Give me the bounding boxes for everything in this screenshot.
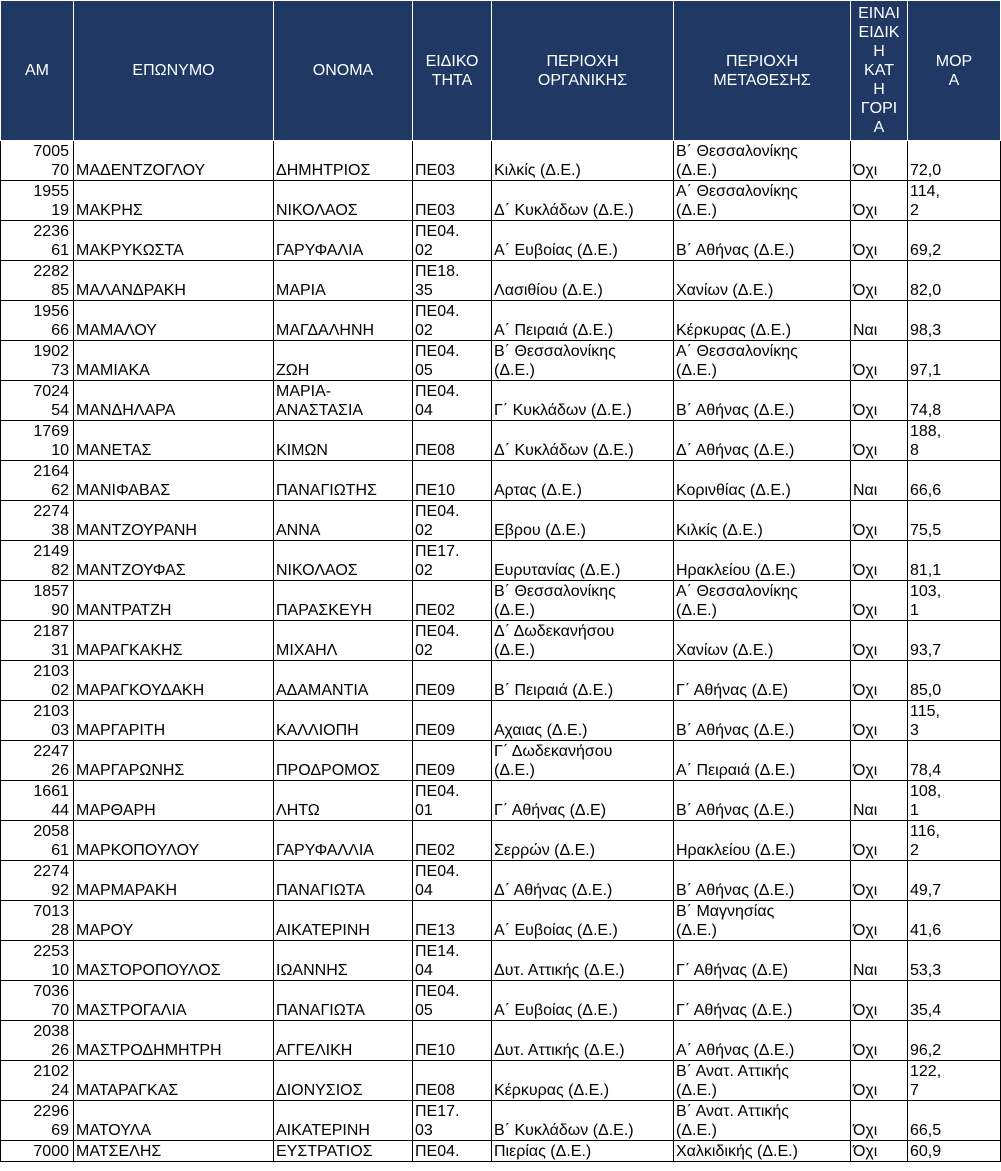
am-cell: 1857 90 [1,581,74,621]
surname-cell: ΜΑΝΤΖΟΥΦΑΣ [74,541,274,581]
name-cell: ΜΙΧΑΗΛ [274,621,413,661]
points-cell: 69,2 [908,221,1001,261]
table-row [1,581,1001,621]
table-row [1,981,1001,1021]
specialty-cell: ΠΕ10 [413,1021,492,1061]
header-am: ΑΜ [1,1,74,141]
special-category-cell: Όχι [851,341,908,381]
specialty-cell: ΠΕ04. 04 [413,381,492,421]
special-category-cell: Όχι [851,701,908,741]
transfer-area-cell: Α΄ Θεσσαλονίκης (Δ.Ε.) [674,341,851,381]
am-cell: 2274 92 [1,861,74,901]
name-cell: ΑΓΓΕΛΙΚΗ [274,1021,413,1061]
special-category-cell: Όχι [851,621,908,661]
transfer-area-cell: Α΄ Θεσσαλονίκης (Δ.Ε.) [674,181,851,221]
special-category-cell: Όχι [851,1101,908,1141]
name-cell: ΑΙΚΑΤΕΡΙΝΗ [274,901,413,941]
special-category-cell: Ναι [851,461,908,501]
name-cell: ΝΙΚΟΛΑΟΣ [274,181,413,221]
name-cell: ΠΡΟΔΡΟΜΟΣ [274,741,413,781]
header-name: ΟΝΟΜΑ [274,1,413,141]
surname-cell: ΜΑΜΑΛΟΥ [74,301,274,341]
table-row [1,861,1001,901]
specialty-cell: ΠΕ10 [413,461,492,501]
special-category-cell: Όχι [851,901,908,941]
transfer-area-cell: Α΄ Πειραιά (Δ.Ε.) [674,741,851,781]
surname-cell: ΜΑΝΙΦΑΒΑΣ [74,461,274,501]
am-cell: 7013 28 [1,901,74,941]
am-cell: 7000 [1,1141,74,1162]
table-row [1,301,1001,341]
transfer-area-cell: Ηρακλείου (Δ.Ε.) [674,821,851,861]
header-special-category: ΕΙΝΑΙ ΕΙΔΙΚ Η ΚΑΤ Η ΓΟΡΙ Α [851,1,908,141]
surname-cell: ΜΑΡΑΓΚΟΥΔΑΚΗ [74,661,274,701]
specialty-cell: ΠΕ03 [413,181,492,221]
am-cell: 2103 02 [1,661,74,701]
special-category-cell: Όχι [851,1021,908,1061]
organic-area-cell: Αρτας (Δ.Ε.) [492,461,674,501]
points-cell: 82,0 [908,261,1001,301]
organic-area-cell: Δυτ. Αττικής (Δ.Ε.) [492,1021,674,1061]
surname-cell: ΜΑΡΓΑΡΩΝΗΣ [74,741,274,781]
special-category-cell: Ναι [851,781,908,821]
organic-area-cell: Γ΄ Δωδεκανήσου (Δ.Ε.) [492,741,674,781]
header-transfer-area: ΠΕΡΙΟΧΗ ΜΕΤΑΘΕΣΗΣ [674,1,851,141]
specialty-cell: ΠΕ04. 04 [413,861,492,901]
table-row [1,1141,1001,1162]
specialty-cell: ΠΕ04. 05 [413,341,492,381]
transfer-area-cell: Β΄ Ανατ. Αττικής (Δ.Ε.) [674,1101,851,1141]
points-cell: 103, 1 [908,581,1001,621]
special-category-cell: Όχι [851,661,908,701]
am-cell: 1956 66 [1,301,74,341]
table-row [1,901,1001,941]
name-cell: ΠΑΝΑΓΙΩΤΑ [274,981,413,1021]
surname-cell: ΜΑΚΡΗΣ [74,181,274,221]
specialty-cell: ΠΕ04. 02 [413,301,492,341]
surname-cell: ΜΑΤΑΡΑΓΚΑΣ [74,1061,274,1101]
table-row [1,261,1001,301]
specialty-cell: ΠΕ17. 03 [413,1101,492,1141]
special-category-cell: Όχι [851,1061,908,1101]
special-category-cell: Όχι [851,501,908,541]
transfer-area-cell: Α΄ Αθήνας (Δ.Ε.) [674,1021,851,1061]
am-cell: 1955 19 [1,181,74,221]
name-cell: ΓΑΡΥΦΑΛΙΑ [274,221,413,261]
name-cell: ΚΑΛΛΙΟΠΗ [274,701,413,741]
table-row [1,781,1001,821]
name-cell: ΑΔΑΜΑΝΤΙΑ [274,661,413,701]
surname-cell: ΜΑΡΓΑΡΙΤΗ [74,701,274,741]
transfer-area-cell: Κέρκυρας (Δ.Ε.) [674,301,851,341]
organic-area-cell: Α΄ Πειραιά (Δ.Ε.) [492,301,674,341]
transfer-area-cell: Β΄ Αθήνας (Δ.Ε.) [674,381,851,421]
specialty-cell: ΠΕ17. 02 [413,541,492,581]
points-cell: 96,2 [908,1021,1001,1061]
surname-cell: ΜΑΝΤΖΟΥΡΑΝΗ [74,501,274,541]
specialty-cell: ΠΕ09 [413,741,492,781]
organic-area-cell: Δ΄ Κυκλάδων (Δ.Ε.) [492,181,674,221]
table-row [1,381,1001,421]
table-row [1,1061,1001,1101]
am-cell: 7036 70 [1,981,74,1021]
table-header [1,1,1001,141]
table-row [1,181,1001,221]
specialty-cell: ΠΕ02 [413,821,492,861]
organic-area-cell: Σερρών (Δ.Ε.) [492,821,674,861]
special-category-cell: Όχι [851,821,908,861]
organic-area-cell: Β΄ Θεσσαλονίκης (Δ.Ε.) [492,341,674,381]
transfer-area-cell: Β΄ Αθήνας (Δ.Ε.) [674,701,851,741]
surname-cell: ΜΑΣΤΡΟΔΗΜΗΤΡΗ [74,1021,274,1061]
surname-cell: ΜΑΚΡΥΚΩΣΤΑ [74,221,274,261]
transfer-area-cell: Β΄ Αθήνας (Δ.Ε.) [674,861,851,901]
organic-area-cell: Β΄ Πειραιά (Δ.Ε.) [492,661,674,701]
organic-area-cell: Γ΄ Αθήνας (Δ.Ε) [492,781,674,821]
header-surname: ΕΠΩΝΥΜΟ [74,1,274,141]
surname-cell: ΜΑΝΕΤΑΣ [74,421,274,461]
organic-area-cell: Εβρου (Δ.Ε.) [492,501,674,541]
specialty-cell: ΠΕ08 [413,1061,492,1101]
am-cell: 2038 26 [1,1021,74,1061]
table-row [1,1021,1001,1061]
specialty-cell: ΠΕ02 [413,581,492,621]
surname-cell: ΜΑΡΑΓΚΑΚΗΣ [74,621,274,661]
surname-cell: ΜΑΛΑΝΔΡΑΚΗ [74,261,274,301]
transfer-area-cell: Δ΄ Αθήνας (Δ.Ε.) [674,421,851,461]
name-cell: ΝΙΚΟΛΑΟΣ [274,541,413,581]
am-cell: 1769 10 [1,421,74,461]
specialty-cell: ΠΕ13 [413,901,492,941]
organic-area-cell: Α΄ Ευβοίας (Δ.Ε.) [492,901,674,941]
transfer-area-cell: Χανίων (Δ.Ε.) [674,261,851,301]
points-cell: 53,3 [908,941,1001,981]
specialty-cell: ΠΕ18. 35 [413,261,492,301]
header-row [1,1,1001,141]
table-row [1,1101,1001,1141]
special-category-cell: Όχι [851,541,908,581]
points-cell: 78,4 [908,741,1001,781]
points-cell: 122, 7 [908,1061,1001,1101]
am-cell: 2247 26 [1,741,74,781]
transfer-area-cell: Κιλκίς (Δ.Ε.) [674,501,851,541]
am-cell: 2058 61 [1,821,74,861]
am-cell: 2253 10 [1,941,74,981]
header-organic-area: ΠΕΡΙΟΧΗ ΟΡΓΑΝΙΚΗΣ [492,1,674,141]
am-cell: 2164 62 [1,461,74,501]
surname-cell: ΜΑΝΔΗΛΑΡΑ [74,381,274,421]
special-category-cell: Όχι [851,981,908,1021]
surname-cell: ΜΑΡΚΟΠΟΥΛΟΥ [74,821,274,861]
name-cell: ΠΑΡΑΣΚΕΥΗ [274,581,413,621]
points-cell: 115, 3 [908,701,1001,741]
table-row [1,221,1001,261]
table-body [1,141,1001,1162]
specialty-cell: ΠΕ03 [413,141,492,181]
name-cell: ΜΑΓΔΑΛΗΝΗ [274,301,413,341]
points-cell: 49,7 [908,861,1001,901]
organic-area-cell: Β΄ Κυκλάδων (Δ.Ε.) [492,1101,674,1141]
header-specialty: ΕΙΔΙΚΟ ΤΗΤΑ [413,1,492,141]
table-row [1,341,1001,381]
special-category-cell: Όχι [851,141,908,181]
transfer-area-cell: Χανίων (Δ.Ε.) [674,621,851,661]
points-cell: 108, 1 [908,781,1001,821]
special-category-cell: Ναι [851,941,908,981]
transfer-area-cell: Γ΄ Αθήνας (Δ.Ε) [674,661,851,701]
organic-area-cell: Πιερίας (Δ.Ε.) [492,1141,674,1162]
organic-area-cell: Δ΄ Κυκλάδων (Δ.Ε.) [492,421,674,461]
special-category-cell: Όχι [851,421,908,461]
surname-cell: ΜΑΤΟΥΛΑ [74,1101,274,1141]
surname-cell: ΜΑΣΤΟΡΟΠΟΥΛΟΣ [74,941,274,981]
points-cell: 81,1 [908,541,1001,581]
surname-cell: ΜΑΡΘΑΡΗ [74,781,274,821]
organic-area-cell: Λασιθίου (Δ.Ε.) [492,261,674,301]
am-cell: 2274 38 [1,501,74,541]
organic-area-cell: Ευρυτανίας (Δ.Ε.) [492,541,674,581]
name-cell: ΑΝΝΑ [274,501,413,541]
points-cell: 116, 2 [908,821,1001,861]
organic-area-cell: Δ΄ Δωδεκανήσου (Δ.Ε.) [492,621,674,661]
transfer-area-cell: Β΄ Θεσσαλονίκης (Δ.Ε.) [674,141,851,181]
points-cell: 98,3 [908,301,1001,341]
organic-area-cell: Αχαιας (Δ.Ε.) [492,701,674,741]
transfer-area-cell: Α΄ Θεσσαλονίκης (Δ.Ε.) [674,581,851,621]
organic-area-cell: Δ΄ Αθήνας (Δ.Ε.) [492,861,674,901]
am-cell: 2282 85 [1,261,74,301]
special-category-cell: Όχι [851,861,908,901]
name-cell: ΙΩΑΝΝΗΣ [274,941,413,981]
organic-area-cell: Γ΄ Κυκλάδων (Δ.Ε.) [492,381,674,421]
table-row [1,501,1001,541]
organic-area-cell: Α΄ Ευβοίας (Δ.Ε.) [492,221,674,261]
transfer-area-cell: Β΄ Μαγνησίας (Δ.Ε.) [674,901,851,941]
points-cell: 41,6 [908,901,1001,941]
name-cell: ΛΗΤΩ [274,781,413,821]
special-category-cell: Όχι [851,1141,908,1162]
surname-cell: ΜΑΡΜΑΡΑΚΗ [74,861,274,901]
specialty-cell: ΠΕ14. 04 [413,941,492,981]
am-cell: 2149 82 [1,541,74,581]
specialty-cell: ΠΕ08 [413,421,492,461]
transfer-area-cell: Β΄ Ανατ. Αττικής (Δ.Ε.) [674,1061,851,1101]
specialty-cell: ΠΕ04. 02 [413,501,492,541]
special-category-cell: Ναι [851,301,908,341]
points-cell: 35,4 [908,981,1001,1021]
am-cell: 7005 70 [1,141,74,181]
transfer-area-cell: Κορινθίας (Δ.Ε.) [674,461,851,501]
table-row [1,741,1001,781]
surname-cell: ΜΑΤΣΕΛΗΣ [74,1141,274,1162]
am-cell: 1902 73 [1,341,74,381]
am-cell: 2296 69 [1,1101,74,1141]
am-cell: 2103 03 [1,701,74,741]
table-row [1,621,1001,661]
specialty-cell: ΠΕ04. 05 [413,981,492,1021]
am-cell: 2102 24 [1,1061,74,1101]
special-category-cell: Όχι [851,581,908,621]
name-cell: ΜΑΡΙΑ [274,261,413,301]
name-cell: ΔΗΜΗΤΡΙΟΣ [274,141,413,181]
specialty-cell: ΠΕ09 [413,701,492,741]
name-cell: ΠΑΝΑΓΙΩΤΗΣ [274,461,413,501]
points-cell: 60,9 [908,1141,1001,1162]
table-row [1,941,1001,981]
organic-area-cell: Β΄ Θεσσαλονίκης (Δ.Ε.) [492,581,674,621]
name-cell: ΚΙΜΩΝ [274,421,413,461]
specialty-cell: ΠΕ04. 02 [413,221,492,261]
specialty-cell: ΠΕ04. 02 [413,621,492,661]
organic-area-cell: Κιλκίς (Δ.Ε.) [492,141,674,181]
points-cell: 75,5 [908,501,1001,541]
surname-cell: ΜΑΡΟΥ [74,901,274,941]
surname-cell: ΜΑΔΕΝΤΖΟΓΛΟΥ [74,141,274,181]
name-cell: ΕΥΣΤΡΑΤΙΟΣ [274,1141,413,1162]
header-points: ΜΟΡ Α [908,1,1001,141]
points-cell: 66,6 [908,461,1001,501]
name-cell: ΜΑΡΙΑ- ΑΝΑΣΤΑΣΙΑ [274,381,413,421]
points-cell: 85,0 [908,661,1001,701]
special-category-cell: Όχι [851,381,908,421]
am-cell: 2187 31 [1,621,74,661]
points-cell: 188, 8 [908,421,1001,461]
organic-area-cell: Κέρκυρας (Δ.Ε.) [492,1061,674,1101]
transfer-area-cell: Β΄ Αθήνας (Δ.Ε.) [674,221,851,261]
surname-cell: ΜΑΣΤΡΟΓΑΛΙΑ [74,981,274,1021]
name-cell: ΖΩΗ [274,341,413,381]
special-category-cell: Όχι [851,261,908,301]
name-cell: ΑΙΚΑΤΕΡΙΝΗ [274,1101,413,1141]
transfer-area-cell: Γ΄ Αθήνας (Δ.Ε.) [674,981,851,1021]
special-category-cell: Όχι [851,221,908,261]
special-category-cell: Όχι [851,741,908,781]
table-row [1,141,1001,181]
specialty-cell: ΠΕ04. 01 [413,781,492,821]
transfer-area-cell: Ηρακλείου (Δ.Ε.) [674,541,851,581]
name-cell: ΠΑΝΑΓΙΩΤΑ [274,861,413,901]
transfer-area-cell: Β΄ Αθήνας (Δ.Ε.) [674,781,851,821]
transfer-area-cell: Γ΄ Αθήνας (Δ.Ε) [674,941,851,981]
name-cell: ΔΙΟΝΥΣΙΟΣ [274,1061,413,1101]
am-cell: 2236 61 [1,221,74,261]
points-cell: 74,8 [908,381,1001,421]
points-cell: 66,5 [908,1101,1001,1141]
specialty-cell: ΠΕ09 [413,661,492,701]
specialty-cell: ΠΕ04. [413,1141,492,1162]
table-row [1,661,1001,701]
table-row [1,421,1001,461]
points-cell: 93,7 [908,621,1001,661]
am-cell: 1661 44 [1,781,74,821]
am-cell: 7024 54 [1,381,74,421]
name-cell: ΓΑΡΥΦΑΛΛΙΑ [274,821,413,861]
transfer-area-cell: Χαλκιδικής (Δ.Ε.) [674,1141,851,1162]
special-category-cell: Όχι [851,181,908,221]
points-cell: 97,1 [908,341,1001,381]
points-cell: 72,0 [908,141,1001,181]
surname-cell: ΜΑΜΙΑΚΑ [74,341,274,381]
table-row [1,461,1001,501]
table-row [1,701,1001,741]
surname-cell: ΜΑΝΤΡΑΤΖΗ [74,581,274,621]
points-cell: 114, 2 [908,181,1001,221]
organic-area-cell: Α΄ Ευβοίας (Δ.Ε.) [492,981,674,1021]
organic-area-cell: Δυτ. Αττικής (Δ.Ε.) [492,941,674,981]
table-row [1,541,1001,581]
table-row [1,821,1001,861]
